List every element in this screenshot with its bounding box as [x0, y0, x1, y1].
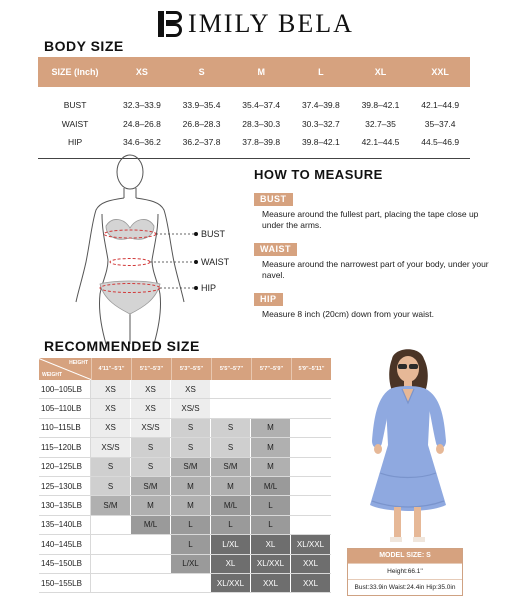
- rec-size-cell: S: [171, 438, 211, 456]
- rec-size-cell: [131, 555, 171, 573]
- rec-corner-cell: [39, 358, 91, 380]
- how-to-measure-title: HOW TO MEASURE: [254, 167, 383, 182]
- figure-label-bust: BUST: [201, 229, 226, 239]
- rec-size-cell: XS: [91, 419, 131, 437]
- rec-table-row: [39, 399, 331, 418]
- table-cell: 26.8–28.3: [182, 118, 221, 129]
- rec-height-header: 4'11"–5'1": [91, 358, 131, 380]
- rec-size-cell: XS/S: [171, 399, 211, 417]
- rec-size-cell: L: [171, 535, 211, 553]
- measure-tag-waist: WAIST: [254, 243, 297, 256]
- table-cell: 32.3–33.9: [123, 99, 161, 110]
- rec-size-cell: [211, 399, 251, 417]
- size-col-header: XL: [351, 57, 411, 87]
- rec-weight-label: 110–115LB: [39, 419, 91, 437]
- rec-table-row: [39, 516, 331, 535]
- rec-size-cell: S: [131, 458, 171, 476]
- rec-size-cell: XL/XXL: [291, 535, 331, 553]
- body-size-table: [38, 57, 470, 159]
- rec-size-cell: [291, 419, 331, 437]
- table-cell: 42.1–44.9: [421, 99, 460, 110]
- table-cell: 24.8–26.8: [123, 118, 161, 129]
- rec-size-cell: [291, 496, 331, 514]
- rec-size-cell: L/XL: [211, 535, 251, 553]
- rec-height-header: 5'9"–5'11": [291, 358, 331, 380]
- rec-size-cell: [131, 535, 171, 553]
- rec-table-row: [39, 574, 331, 593]
- rec-size-cell: L: [211, 516, 251, 534]
- size-col-header: M: [231, 57, 291, 87]
- row-label: BUST: [63, 99, 87, 110]
- rec-size-cell: [91, 555, 131, 573]
- table-cell: 32.7–35: [365, 118, 396, 129]
- rec-size-cell: M: [171, 496, 211, 514]
- rec-size-cell: XS: [131, 399, 171, 417]
- rec-size-cell: S/M: [171, 458, 211, 476]
- table-cell: 35.4–37.4: [242, 99, 281, 110]
- rec-size-cell: S: [211, 419, 251, 437]
- rec-size-cell: XL/XXL: [211, 574, 251, 592]
- brand-logo-mark: [156, 9, 184, 39]
- rec-corner-height-label: HEIGHT: [69, 360, 88, 366]
- table-cell: 34.6–36.2: [112, 133, 172, 158]
- rec-size-cell: XS: [91, 380, 131, 398]
- measure-tag-hip: HIP: [254, 293, 283, 306]
- table-cell: 28.3–30.3: [242, 118, 281, 129]
- table-cell: 35–37.4: [424, 118, 456, 129]
- rec-header-row: [39, 358, 331, 380]
- rec-table-row: [39, 458, 331, 477]
- rec-size-cell: [131, 574, 171, 592]
- recommended-size-grid: [39, 358, 331, 593]
- rec-size-cell: [291, 438, 331, 456]
- rec-height-header: 5'7"–5'9": [251, 358, 291, 380]
- rec-size-cell: M: [251, 438, 291, 456]
- rec-size-cell: M/L: [131, 516, 171, 534]
- row-label: WAIST: [61, 118, 89, 129]
- rec-size-cell: L/XL: [171, 555, 211, 573]
- rec-size-cell: S: [91, 477, 131, 495]
- model-height: Height:66.1'': [348, 563, 462, 579]
- table-cell: 42.1–44.5: [351, 133, 411, 158]
- table-cell: 37.8–39.8: [231, 133, 291, 158]
- rec-size-cell: [291, 458, 331, 476]
- rec-size-cell: S/M: [91, 496, 131, 514]
- rec-size-cell: XS: [131, 380, 171, 398]
- table-cell: 39.8–42.1: [361, 99, 400, 110]
- rec-size-cell: XL/XXL: [251, 555, 291, 573]
- rec-size-cell: S: [91, 458, 131, 476]
- size-header-label: SIZE (Inch): [38, 57, 112, 87]
- rec-size-cell: XS: [91, 399, 131, 417]
- rec-size-cell: M: [171, 477, 211, 495]
- rec-size-cell: [291, 380, 331, 398]
- rec-weight-label: 140–145LB: [39, 535, 91, 553]
- rec-size-cell: S/M: [211, 458, 251, 476]
- rec-height-header: 5'1"–5'3": [131, 358, 171, 380]
- rec-size-cell: XS/S: [131, 419, 171, 437]
- rec-size-cell: XS: [171, 380, 211, 398]
- rec-size-cell: [251, 380, 291, 398]
- rec-table-row: [39, 555, 331, 574]
- rec-size-cell: [211, 380, 251, 398]
- rec-size-cell: [91, 516, 131, 534]
- rec-size-cell: XXL: [251, 574, 291, 592]
- model-info-box: [347, 548, 463, 596]
- rec-size-cell: [291, 516, 331, 534]
- rec-weight-label: 145–150LB: [39, 555, 91, 573]
- rec-height-header: 5'5"–5'7": [211, 358, 251, 380]
- measure-text-hip: Measure 8 inch (20cm) down from your waist.: [262, 309, 434, 319]
- rec-size-cell: S/M: [131, 477, 171, 495]
- rec-size-cell: XS/S: [91, 438, 131, 456]
- rec-corner-weight-label: WEIGHT: [42, 372, 62, 378]
- rec-size-cell: S: [171, 419, 211, 437]
- rec-size-cell: L: [251, 516, 291, 534]
- rec-size-cell: [291, 477, 331, 495]
- rec-size-cell: [91, 535, 131, 553]
- rec-weight-label: 130–135LB: [39, 496, 91, 514]
- rec-weight-label: 105–110LB: [39, 399, 91, 417]
- rec-size-cell: M: [211, 477, 251, 495]
- rec-weight-label: 100–105LB: [39, 380, 91, 398]
- rec-size-cell: M: [131, 496, 171, 514]
- measure-tag-bust: BUST: [254, 193, 293, 206]
- model-size-label: MODEL SIZE: S: [348, 549, 462, 563]
- size-col-header: XS: [112, 57, 172, 87]
- body-figure: [50, 152, 250, 344]
- table-cell: 33.9–35.4: [182, 99, 221, 110]
- rec-size-cell: M: [251, 419, 291, 437]
- size-col-header: XXL: [410, 57, 470, 87]
- figure-label-hip: HIP: [201, 283, 217, 293]
- table-cell: 39.8–42.1: [291, 133, 351, 158]
- rec-size-cell: [251, 399, 291, 417]
- rec-size-cell: M/L: [211, 496, 251, 514]
- rec-size-cell: [171, 574, 211, 592]
- rec-size-cell: S: [211, 438, 251, 456]
- body-outline-illustration: [50, 152, 250, 344]
- row-label: HIP: [38, 133, 112, 158]
- rec-table-row: [39, 535, 331, 554]
- brand-name: IMILY BELA: [188, 9, 354, 38]
- rec-size-cell: L: [251, 496, 291, 514]
- rec-table-row: [39, 419, 331, 438]
- rec-weight-label: 150–155LB: [39, 574, 91, 592]
- rec-size-cell: [91, 574, 131, 592]
- model-photo: [350, 345, 468, 545]
- rec-size-cell: L: [171, 516, 211, 534]
- body-size-title: BODY SIZE: [44, 38, 124, 54]
- size-col-header: L: [291, 57, 351, 87]
- rec-weight-label: 125–130LB: [39, 477, 91, 495]
- table-cell: 37.4–39.8: [301, 99, 340, 110]
- rec-height-header: 5'3"–5'5": [171, 358, 211, 380]
- rec-table-row: [39, 477, 331, 496]
- rec-size-cell: M/L: [251, 477, 291, 495]
- table-row: [38, 114, 470, 133]
- figure-label-waist: WAIST: [201, 257, 230, 267]
- rec-size-cell: XXL: [291, 555, 331, 573]
- rec-size-cell: XL: [211, 555, 251, 573]
- rec-size-cell: M: [251, 458, 291, 476]
- recommended-size-title: RECOMMENDED SIZE: [44, 338, 200, 354]
- rec-weight-label: 135–140LB: [39, 516, 91, 534]
- model-dress-illustration: [350, 345, 468, 545]
- table-cell: 30.3–32.7: [301, 118, 340, 129]
- measure-text-bust: Measure around the fullest part, placing the tape close up under the arms.: [262, 209, 479, 230]
- table-row: [38, 87, 470, 114]
- rec-size-cell: [291, 399, 331, 417]
- table-cell: 44.5–46.9: [410, 133, 470, 158]
- rec-weight-label: 115–120LB: [39, 438, 91, 456]
- rec-size-cell: S: [131, 438, 171, 456]
- rec-size-cell: XL: [251, 535, 291, 553]
- model-measurements: Bust:33.9in Waist:24.4in Hip:35.0in: [348, 579, 462, 595]
- rec-table-row: [39, 438, 331, 457]
- rec-table-row: [39, 380, 331, 399]
- rec-table-row: [39, 496, 331, 515]
- rec-size-cell: XXL: [291, 574, 331, 592]
- measure-text-waist: Measure around the narrowest part of your body, under your navel.: [262, 259, 489, 280]
- brand-logo: [0, 6, 510, 42]
- table-cell: 36.2–37.8: [172, 133, 232, 158]
- rec-weight-label: 120–125LB: [39, 458, 91, 476]
- size-col-header: S: [172, 57, 232, 87]
